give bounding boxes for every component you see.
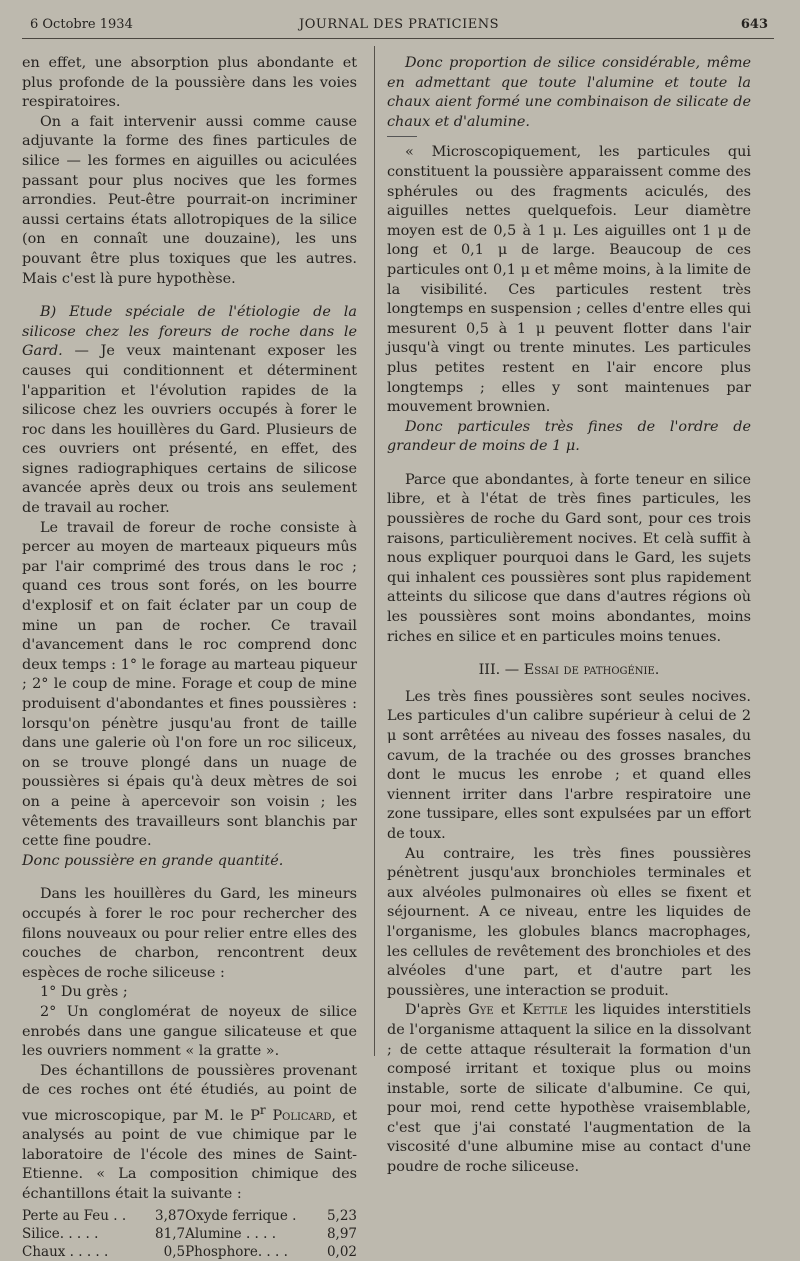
paragraph: Le travail de foreur de roche consiste à percer au moyen de marteaux piqueurs mûs par l'air comprimé des trous dans le roc ; quand ces trous sont forés, on les bourre d'explosif et on fait éclater par un coup de mine un pan de rocher. Ce travail d'avancement dans le roc comprend donc deux temps : 1° le forage au marteau piqueur ; 2° le coup de mine. Forage et coup de mine produisent d'abondantes et fines poussières : lorsqu'on pénètre jusqu'au front de taille dans une galerie où l'on fore un roc siliceux, on se trouve plongé dans un nuage de poussières si épais qu'à deux mètres de soi on a peine à apercevoir son voisin ; les vêtements des travailleurs sont blanchis par cette fine poudre. <box>22 519 357 850</box>
right-column <box>387 54 751 1178</box>
paragraph: « Microscopiquement, les particules qui constituent la poussière apparaissent comme des sphérules ou des fragments aciculés, des aiguilles nettes quelquefois. Leur diamètre moyen est de 0,5 à 1 μ. Les aiguilles ont 1 μ de long et 0,1 μ de large. Beaucoup de ces particules ont 0,1 μ et même moins, à la limite de la visibilité. Ces particules restent très longtemps en suspension ; celles d'entre elles qui mesurent 0,5 à 1 μ peuvent flotter dans l'air jusqu'à vingt ou trente minutes. Les particules plus petites restent en l'air encore plus longtemps ; elles y sont maintenues par mouvement brownien. <box>387 144 751 416</box>
paragraph: D'après Gye et Kettle les liquides interstitiels de l'organisme attaquent la silice en la dissolvant ; de cette attaque résulterait la formation d'un composé irritant et toxique plus ou moins instable, sorte de silicate d'albumine. Ce qui, pour moi, rend cette hypothèse vraisemblable, c'est que j'ai constaté l'augmentation de la viscosité d'une albumine mise au contact d'une poudre de roche siliceuse. <box>387 1002 752 1176</box>
paragraph: Des échantillons de poussières provenant de ces roches ont été étudiés, au point de vue microscopique, par M. le $P^r$ Policard, et analysés au point de vue chimique par le laboratoire de l'école des mines de Saint-Etienne. « La composition chimique des échantillons était la suivante : <box>22 1062 357 1203</box>
running-header <box>30 17 768 35</box>
table-row: Silice. . . . . 81,7 Alumine . . . . 8,97 <box>22 1225 357 1242</box>
list-item: 1° Du grès ; <box>40 984 128 1001</box>
author-name: Policard <box>265 1107 332 1124</box>
author-name: Kettle <box>522 1002 568 1019</box>
section-b <box>22 303 357 519</box>
section-b-heading: B) Etude spéciale de l'étiologie de la silicose chez les foreurs de roche dans le Gard. <box>22 304 357 360</box>
left-column <box>22 54 357 1261</box>
issue-date: 6 Octobre 1934 <box>30 17 133 32</box>
conclusion-line: Donc particules très fines de l'ordre de grandeur de moins de 1 μ. <box>387 418 751 455</box>
table-row: Chaux . . . . . 0,5 Phosphore. . . . 0,02 <box>22 1243 357 1260</box>
table-row: Perte au Feu . . 3,87 Oxyde ferrique . 5,23 <box>22 1207 357 1224</box>
paragraph: en effet, une absorption plus abondante et plus profonde de la poussière dans les voies respiratoires. <box>22 55 357 111</box>
header-rule <box>22 38 774 39</box>
conclusion-line: Donc poussière en grande quantité. <box>22 852 284 869</box>
section-b-text: — Je veux maintenant exposer les causes qui conditionnent et déterminent l'apparition et l'évolution rapides de la silicose chez les ouvriers occupés à forer le roc dans les houillères du Gard. Plusieurs de ces ouvriers ont présenté, en effet, des signes radiographiques certains de silicose avancée après deux ou trois ans seulement de travail au rocher. <box>22 343 357 517</box>
paragraph: Parce que abondantes, à forte teneur en silice libre, et à l'état de très fines particules, les poussières de roche du Gard sont, pour ces trois raisons, particulièrement nocives. Et celà suffit à nous expliquer pourquoi dans le Gard, les sujets qui inhalent ces poussières sont plus rapidement atteints du silicose que dans d'autres régions où les poussières sont moins abondantes, moins riches en silice et en particules moins tenues. <box>387 471 751 645</box>
column-divider <box>374 46 375 1056</box>
paragraph: Au contraire, les très fines poussières pénètrent jusqu'aux bronchioles terminales et aux alvéoles pulmonaires où elles se fixent et séjournent. A ce niveau, entre les liquides de l'organisme, les globules blancs macrophages, les cellules de revêtement des bronchioles et des alvéoles d'une part, et d'autre part les poussières, une interaction se produit. <box>387 845 751 999</box>
section-title: III. — Essai de pathogénie. <box>478 662 660 679</box>
journal-title: JOURNAL DES PRATICIENS <box>299 17 499 32</box>
short-rule <box>387 136 417 137</box>
paragraph: On a fait intervenir aussi comme cause adjuvante la forme des fines particules de silice — les formes en aiguilles ou aciculées passant pour plus nocives que les formes arrondies. Peut-être pourrait-on incriminer aussi certains états allotropiques de la silice (on en connaît une douzaine), les uns pouvant être plus toxiques que les autres. Mais c'est là pure hypothèse. <box>22 113 357 287</box>
page-number: 643 <box>740 17 768 32</box>
list-item: 2° Un conglomérat de noyeux de silice enrobés dans une gangue silicateuse et que les ouvriers nomment « la gratte ». <box>22 1003 357 1060</box>
conclusion-line: Donc proportion de silice considérable, même en admettant que toute l'alumine et toute la chaux aient formé une combinaison de silicate de chaux et d'alumine. <box>387 55 751 130</box>
author-name: Gye <box>468 1002 494 1019</box>
paragraph: Dans les houillères du Gard, les mineurs occupés à forer le roc pour rechercher des filons nouveaux ou pour relier entre elles des couches de charbon, rencontrent deux espèces de roche siliceuse : <box>22 886 357 981</box>
composition-table <box>22 1207 357 1261</box>
paragraph: Les très fines poussières sont seules nocives. Les particules d'un calibre supérieur à celui de 2 μ sont arrêtées au niveau des fosses nasales, du cavum, de la trachée ou des grosses branches dont le mucus les enrobe ; et quand elles viennent irriter dans l'arbre respiratoire une zone tussipare, elles sont expulsées par un effort de toux. <box>387 688 751 842</box>
